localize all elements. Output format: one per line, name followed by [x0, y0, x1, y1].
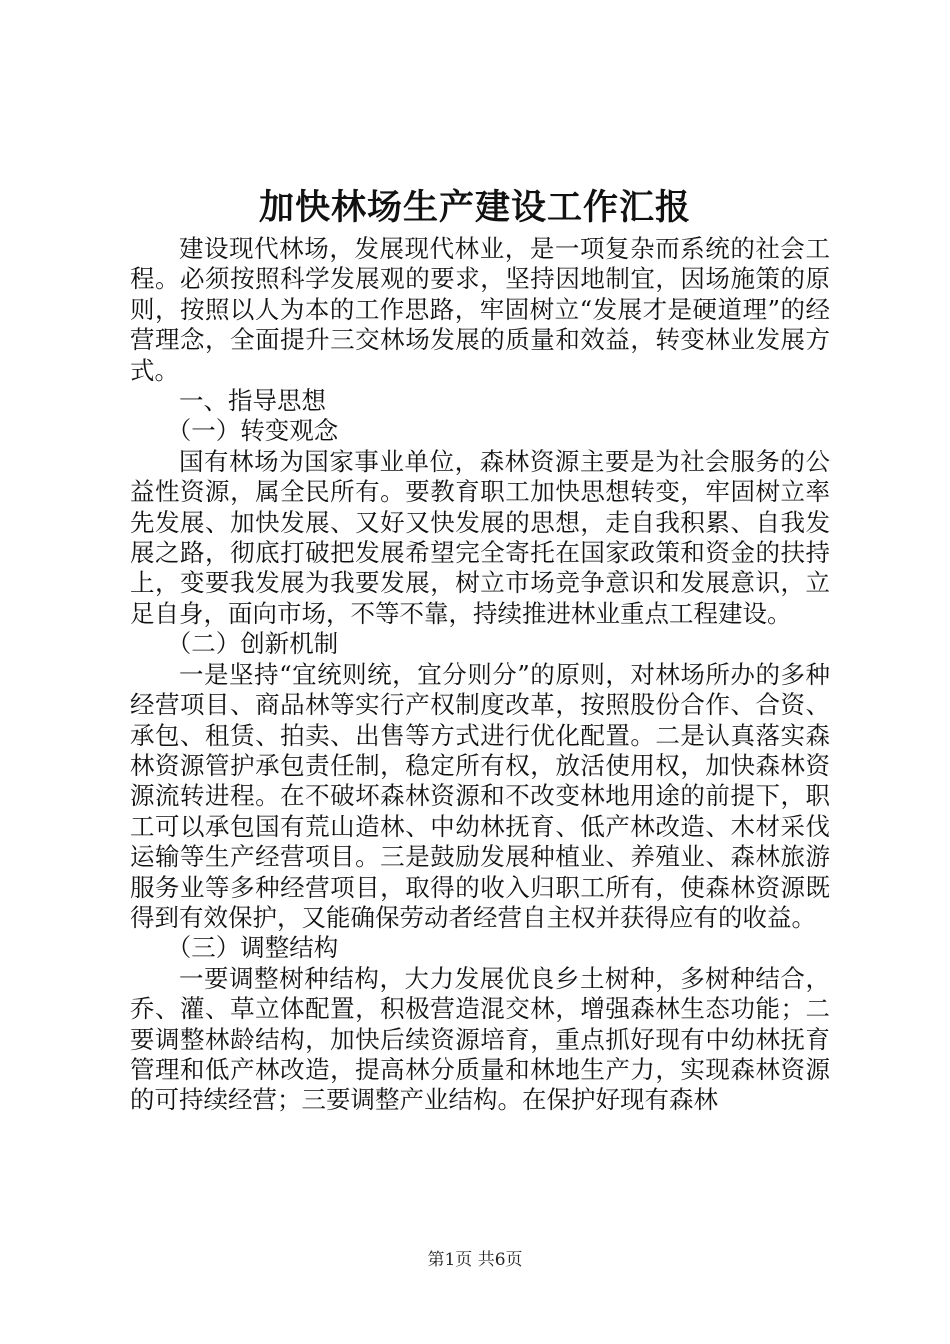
paragraph: 国有林场为国家事业单位，森林资源主要是为社会服务的公益性资源，属全民所有。要教育职工加快思想转变，牢固树立率先发展、加快发展、又好又快发展的思想，走自我积累、自我发展之路，彻底打破把发展希望完全寄托在国家政策和资金的扶持上，变要我发展为我要发展，树立市场竞争意识和发展意识，立足自身，面向市场，不等不靠，持续推进林业重点工程建设。: [130, 446, 830, 628]
document-title: 加快林场生产建设工作汇报: [258, 187, 691, 228]
subsection-heading: （三）调整结构: [166, 933, 339, 963]
subsection-heading: （一）转变观念: [166, 416, 339, 446]
paragraph: 建设现代林场，发展现代林业，是一项复杂而系统的社会工程。必须按照科学发展观的要求，坚持因地制宜，因场施策的原则，按照以人为本的工作思路，牢固树立“发展才是硬道理”的经营理念，全面提升三交林场发展的质量和效益，转变林业发展方式。: [130, 234, 830, 385]
paragraph: 一要调整树种结构，大力发展优良乡土树种，多树种结合，乔、灌、草立体配置，积极营造混交林，增强森林生态功能；二要调整林龄结构，加快后续资源培育，重点抓好现有中幼林抚育管理和低产林改造，提高林分质量和林地生产力，实现森林资源的可持续经营；三要调整产业结构。在保护好现有森林: [130, 963, 830, 1115]
paragraph: 一是坚持“宜统则统，宜分则分”的原则，对林场所办的多种经营项目、商品林等实行产权制度改革，按照股份合作、合资、承包、租赁、拍卖、出售等方式进行优化配置。二是认真落实森林资源管护承包责任制，稳定所有权，放活使用权，加快森林资源流转进程。在不破坏森林资源和不改变林地用途的前提下，职工可以承包国有荒山造林、中幼林抚育、低产林改造、木材采伐运输等生产经营项目。三是鼓励发展种植业、养殖业、森林旅游服务业等多种经营项目，取得的收入归职工所有，使森林资源既得到有效保护，又能确保劳动者经营自主权并获得应有的收益。: [130, 659, 830, 932]
page-footer: 第1页 共6页: [427, 1250, 523, 1270]
subsection-heading: （二）创新机制: [166, 629, 339, 659]
section-heading: 一、指导思想: [179, 386, 326, 416]
document-body: [130, 234, 830, 1116]
